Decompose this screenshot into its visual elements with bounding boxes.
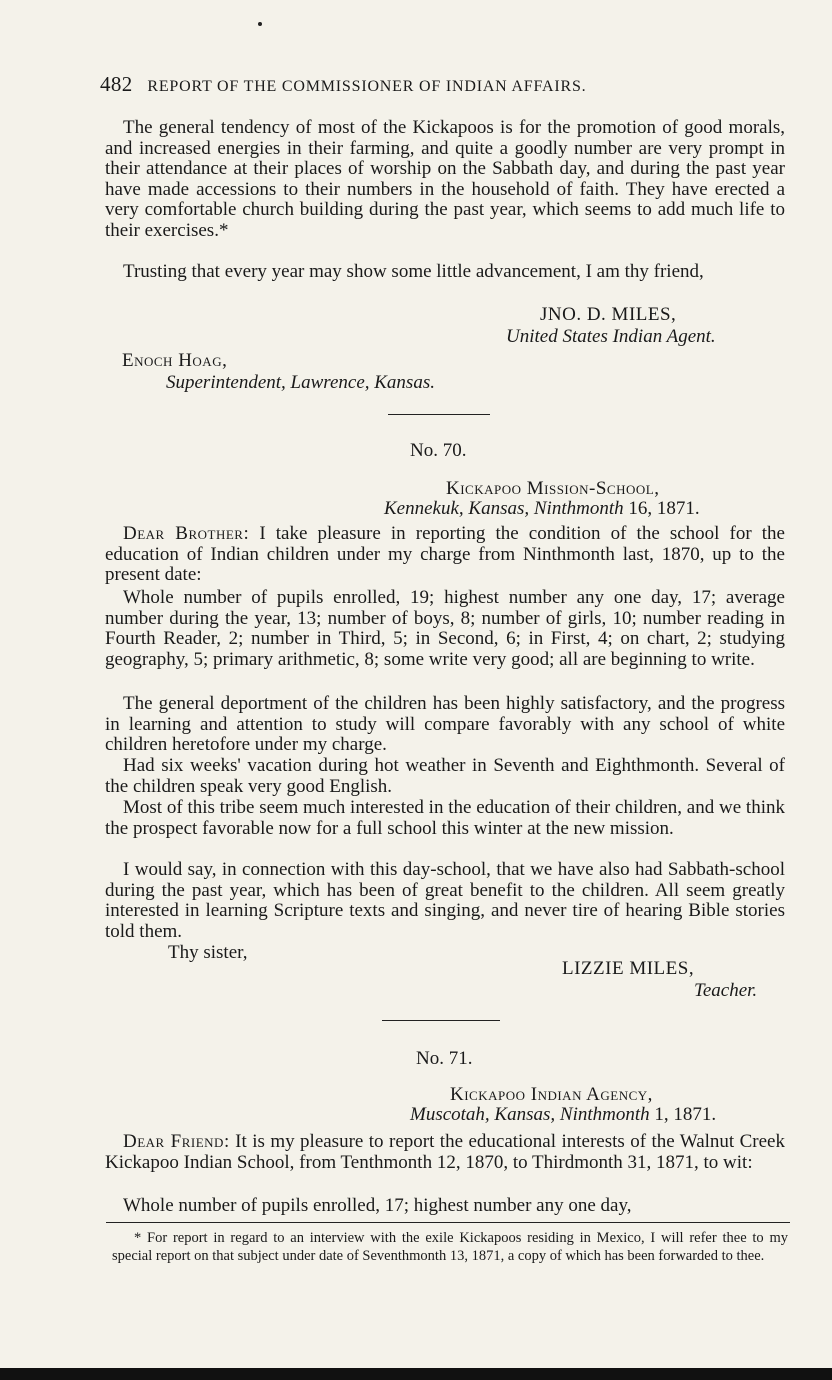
document-number-71: No. 71. <box>416 1048 473 1069</box>
letter1-signature: JNO. D. MILES, <box>540 304 677 325</box>
footnote-rule <box>106 1222 790 1223</box>
letter2-place: Kickapoo Mission-School, <box>446 478 660 499</box>
letter2-signature-title: Teacher. <box>694 980 758 1001</box>
letter1-recipient: Enoch Hoag, <box>122 350 228 371</box>
letter2-paragraph-6: I would say, in connection with this day-school, that we have also had Sabbath-school during the past year, which has been of great benefit to the children. All seem greatly interested in learning Scripture texts and singing, and never tire of hearing Bible stories told them. <box>105 859 785 942</box>
letter1-paragraph-1: The general tendency of most of the Kickapoos is for the promotion of good morals, and increased energies in their farming, and quite a goodly number are very prompt in their attendance at their places of worship on the Sabbath day, and during the past year have made accessions to their numbers in the household of faith. They have erected a very comfortable church building during the past year, which seems to add much life to their exercises.* <box>105 117 785 241</box>
letter2-paragraph-2: Whole number of pupils enrolled, 19; highest number any one day, 17; average number during the year, 13; number of boys, 8; number of girls, 10; number reading in Fourth Reader, 2; number in Third, 5; in Second, 6; in First, 4; on chart, 2; studying geography, 5; primary arithmetic, 8; some write very good; all are beginning to write. <box>105 587 785 670</box>
section-divider <box>388 414 490 415</box>
letter3-place-date-italic: Muscotah, Kansas, Ninthmonth <box>410 1104 650 1125</box>
speck-mark <box>258 22 262 26</box>
letter3-place-date-rest: 1, 1871. <box>649 1104 717 1125</box>
letter2-salutation: Dear Brother: <box>123 523 250 544</box>
letter2-place-date-italic: Kennekuk, Kansas, Ninthmonth <box>384 498 624 519</box>
document-number-70: No. 70. <box>410 440 467 461</box>
letter1-paragraph-2: Trusting that every year may show some little advancement, I am thy friend, <box>123 261 704 282</box>
letter3-paragraph-2: Whole number of pupils enrolled, 17; highest number any one day, <box>123 1195 632 1216</box>
letter3-place: Kickapoo Indian Agency, <box>450 1084 653 1105</box>
letter2-paragraph-1 <box>105 524 785 586</box>
header-title: REPORT OF THE COMMISSIONER OF INDIAN AFFAIRS. <box>147 78 587 95</box>
letter2-paragraph-1-text: I take pleasure in reporting the condition of the school for the education of Indian children under my charge from Ninthmonth last, 1870, up to the present date: <box>105 523 785 586</box>
letter3-paragraph-1 <box>105 1132 785 1173</box>
footnote: * For report in regard to an interview with the exile Kickapoos residing in Mexico, I will refer thee to my special report on that subject under date of Seventhmonth 13, 1871, a copy of which has been forwarded to thee. <box>112 1230 788 1264</box>
letter2-signature: LIZZIE MILES, <box>562 958 695 979</box>
letter1-signature-title: United States Indian Agent. <box>506 326 716 347</box>
letter3-salutation: Dear Friend: <box>123 1131 230 1152</box>
letter3-paragraph-1-text: It is my pleasure to report the educational interests of the Walnut Creek Kickapoo Indian School, from Tenthmonth 12, 1870, to Thirdmonth 31, 1871, to wit: <box>105 1131 785 1173</box>
scan-edge <box>0 1368 832 1380</box>
letter3-place-date <box>410 1104 716 1126</box>
letter2-paragraph-4: Had six weeks' vacation during hot weather in Seventh and Eighthmonth. Several of the children speak very good English. <box>105 755 785 797</box>
letter2-paragraph-5: Most of this tribe seem much interested in the education of their children, and we think the prospect favorable now for a full school this winter at the new mission. <box>105 797 785 839</box>
page-number: 482 <box>100 72 133 96</box>
letter2-place-date <box>384 498 700 520</box>
letter1-recipient-title: Superintendent, Lawrence, Kansas. <box>166 372 435 393</box>
letter2-closing: Thy sister, <box>168 942 248 963</box>
letter2-paragraph-3: The general deportment of the children has been highly satisfactory, and the progress in learning and attention to study will compare favorably with any school of white children heretofore under my charge. <box>105 693 785 756</box>
letter2-place-date-rest: 16, 1871. <box>623 498 700 519</box>
section-divider-2 <box>382 1020 500 1021</box>
running-header <box>100 72 800 97</box>
